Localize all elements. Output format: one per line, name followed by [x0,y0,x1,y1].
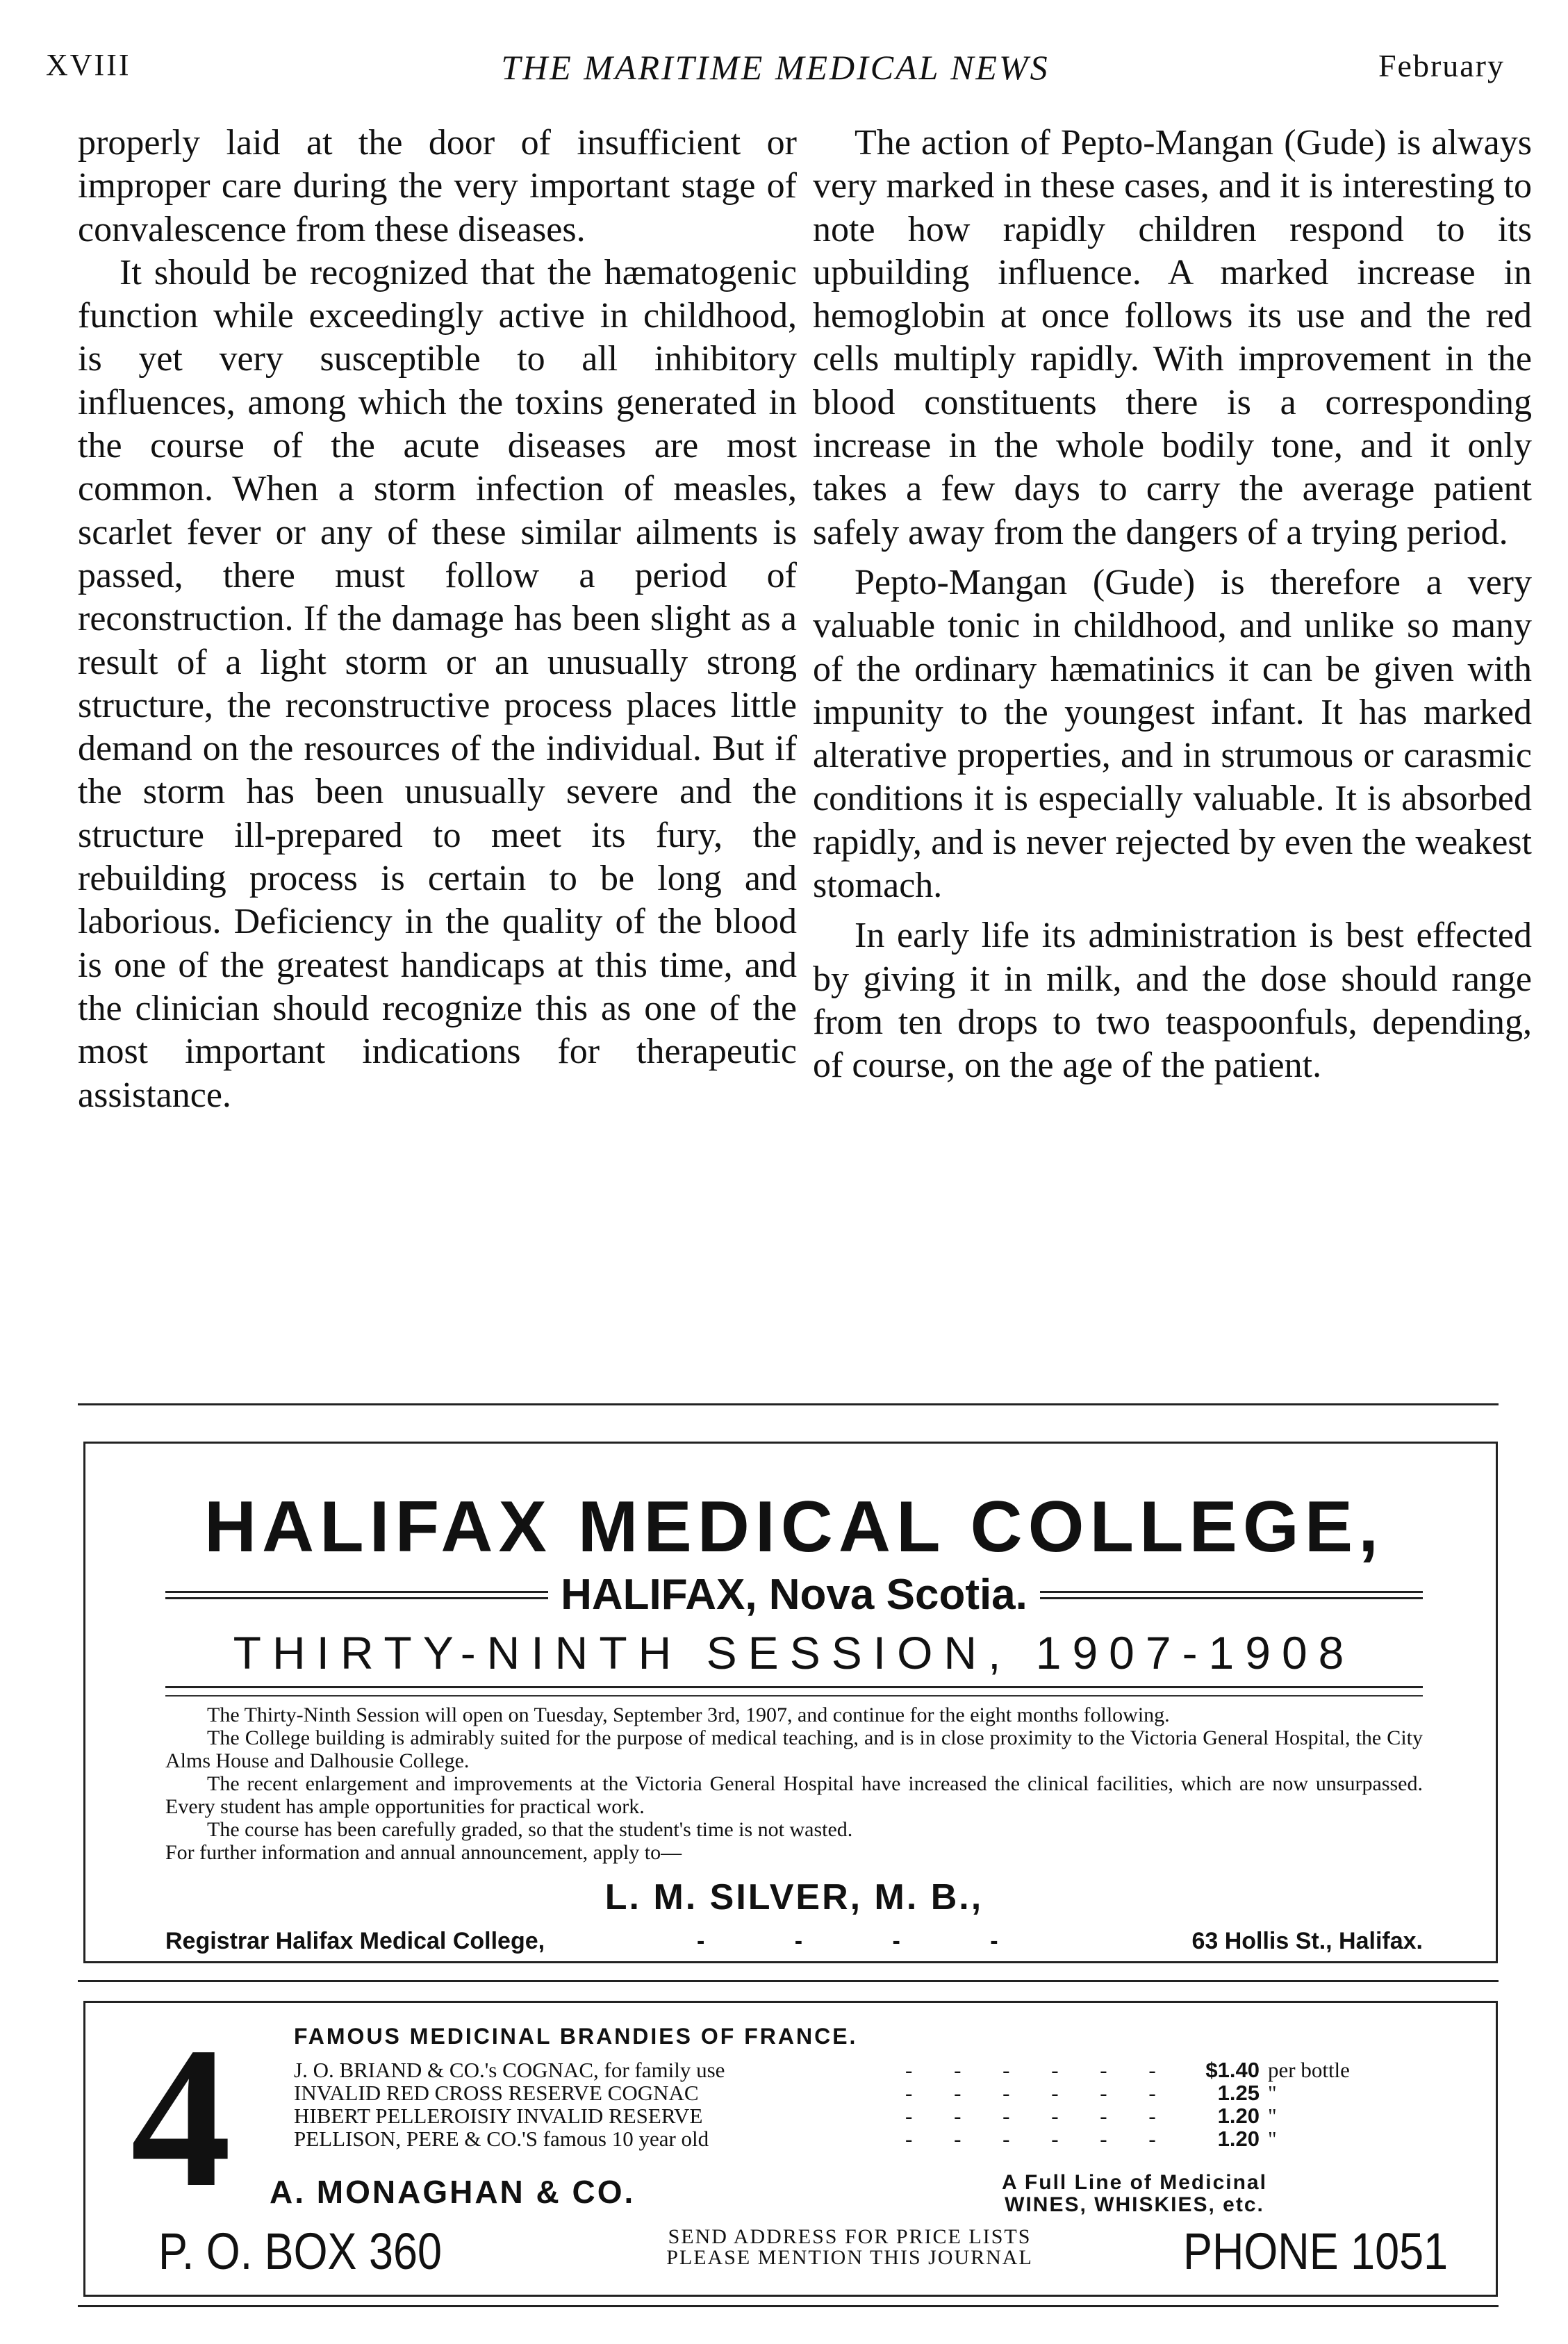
big-numeral-four: 4 [131,2006,231,2229]
price-unit: " [1268,2127,1277,2151]
full-line-text: WINES, WHISKIES, etc. [1005,2193,1264,2216]
college-address: 63 Hollis St., Halifax. [1191,1928,1423,1954]
article-paragraph: properly laid at the door of insufficient or improper care during the very important stage of convalescence from these diseases. [78,123,797,249]
journal-title: THE MARITIME MEDICAL NEWS [501,48,1050,87]
leader-dashes: - - - - - - [905,2058,1174,2082]
double-rule [1040,1591,1423,1599]
college-details [165,1703,1423,1864]
section-divider [78,1980,1499,1982]
brandy-name: PELLISON, PERE & CO.'S famous 10 year old [294,2127,709,2151]
company-name: A. MONAGHAN & CO. [270,2174,636,2210]
brandy-price-list [294,2058,1489,2150]
further-info: For further information and annual announcement, apply to— [165,1841,682,1864]
brandy-row [294,2081,1489,2104]
article-paragraph: In early life its administration is best effected by giving it in milk, and the dose should range from ten drops to two teaspoonfuls, depending, of course, on the age of the patient. [813,916,1532,1086]
article-left-column [78,122,797,1117]
brandy-name: HIBERT PELLEROISIY INVALID RESERVE [294,2104,703,2128]
college-title: HALIFAX MEDICAL COLLEGE, [204,1487,1385,1567]
brandy-price: $1.40 [1205,2058,1260,2082]
article-paragraph: Pepto-Mangan (Gude) is therefore a very valuable tonic in childhood, and unlike so many of the ordinary hæmatinics it can be given with impunity to the youngest infant. It has marked alterative properties, and in strumous or carasmic conditions it is especially valuable. It is absorbed rapidly, and is never rejected by even the weakest stomach. [813,562,1532,906]
page-numeral: XVIII [46,48,131,82]
price-unit: " [1268,2104,1277,2128]
contact-name: L. M. SILVER, M. B., [604,1877,984,1917]
college-paragraph: The College building is admirably suited for the purpose of medical teaching, and is in close proximity to the Victoria General Hospital, the City Alms House and Dalhousie College. [165,1726,1423,1772]
send-address-text: PLEASE MENTION THIS JOURNAL [666,2246,1033,2269]
brandy-row [294,2104,1489,2127]
brandy-name: INVALID RED CROSS RESERVE COGNAC [294,2081,699,2105]
brandy-name: J. O. BRIAND & CO.'s COGNAC, for family use [294,2058,725,2082]
brandy-price: 1.20 [1217,2127,1260,2151]
leader-dashes: - - - - - - [905,2081,1174,2105]
leader-dashes: - - - - - - [905,2127,1174,2151]
article-paragraph: The action of Pepto-Mangan (Gude) is always very marked in these cases, and it is interesting to note how rapidly children respond to its upbuilding influence. A marked increase in hemoglobin at once follows its use and the red cells multiply rapidly. With improvement in the blood constituents there is a corresponding increase in the whole bodily tone, and it only takes a few days to carry the average patient safely away from the dangers of a trying period. [813,123,1532,552]
college-paragraph: The recent enlargement and improvements at the Victoria General Hospital have increased the clinical facilities, which are now unsurpassed. Every student has ample opportunities for practical work. [165,1772,1423,1818]
brandy-price: 1.20 [1217,2104,1260,2128]
registrar-row [165,1928,1423,1955]
college-advertisement [83,1442,1498,1963]
running-header [46,47,1505,96]
brandies-heading: FAMOUS MEDICINAL BRANDIES OF FRANCE. [294,2024,858,2049]
send-address-notice [530,2227,1169,2268]
registrar-title: Registrar Halifax Medical College, [165,1928,545,1954]
leader-dashes: - - - - - - [905,2104,1174,2128]
college-city: HALIFAX, Nova Scotia. [561,1571,1028,1619]
college-paragraph: The course has been carefully graded, so that the student's time is not wasted. [207,1818,853,1841]
full-line-text: A Full Line of Medicinal [1002,2171,1267,2194]
price-unit: " [1268,2081,1277,2105]
brandy-row [294,2058,1489,2081]
po-box: P. O. BOX 360 [158,2222,442,2280]
double-rule [165,1591,548,1599]
college-paragraph: The Thirty-Ninth Session will open on Tuesday, September 3rd, 1907, and continue for the eight months following. [207,1703,1170,1726]
leader-dashes: - - - - [696,1928,1040,1954]
article-right-column [813,122,1532,1088]
full-line-notice [905,2172,1364,2216]
college-session: THIRTY-NINTH SESSION, 1907-1908 [165,1624,1423,1688]
college-city-row [165,1570,1423,1619]
issue-month: February [1378,48,1505,83]
section-divider [78,2305,1499,2307]
send-address-text: SEND ADDRESS FOR PRICE LISTS [668,2225,1032,2248]
brandy-price: 1.25 [1217,2081,1260,2105]
price-unit: per bottle [1268,2058,1350,2082]
brandy-row [294,2127,1489,2150]
article-paragraph: It should be recognized that the hæmatogenic function while exceedingly active in childhood, is yet very susceptible to all inhibitory influences, among which the toxins generated in the course of the acute diseases are most common. When a storm infection of measles, scarlet fever or any of these similar ailments is passed, there must follow a period of reconstruction. If the damage has been slight as a result of a light storm or an unusually strong structure, the reconstructive process places little demand on the resources of the individual. But if the storm has been unusually severe and the structure ill-prepared to meet its fury, the rebuilding process is certain to be long and laborious. Deficiency in the quality of the blood is one of the greatest handicaps at this time, and the clinician should recognize this as one of the most important indications for therapeutic assistance. [78,252,797,1115]
phone-number: PHONE 1051 [1183,2222,1449,2280]
thin-rule [165,1695,1423,1697]
brandy-advertisement [83,2001,1498,2297]
section-divider [78,1403,1499,1405]
